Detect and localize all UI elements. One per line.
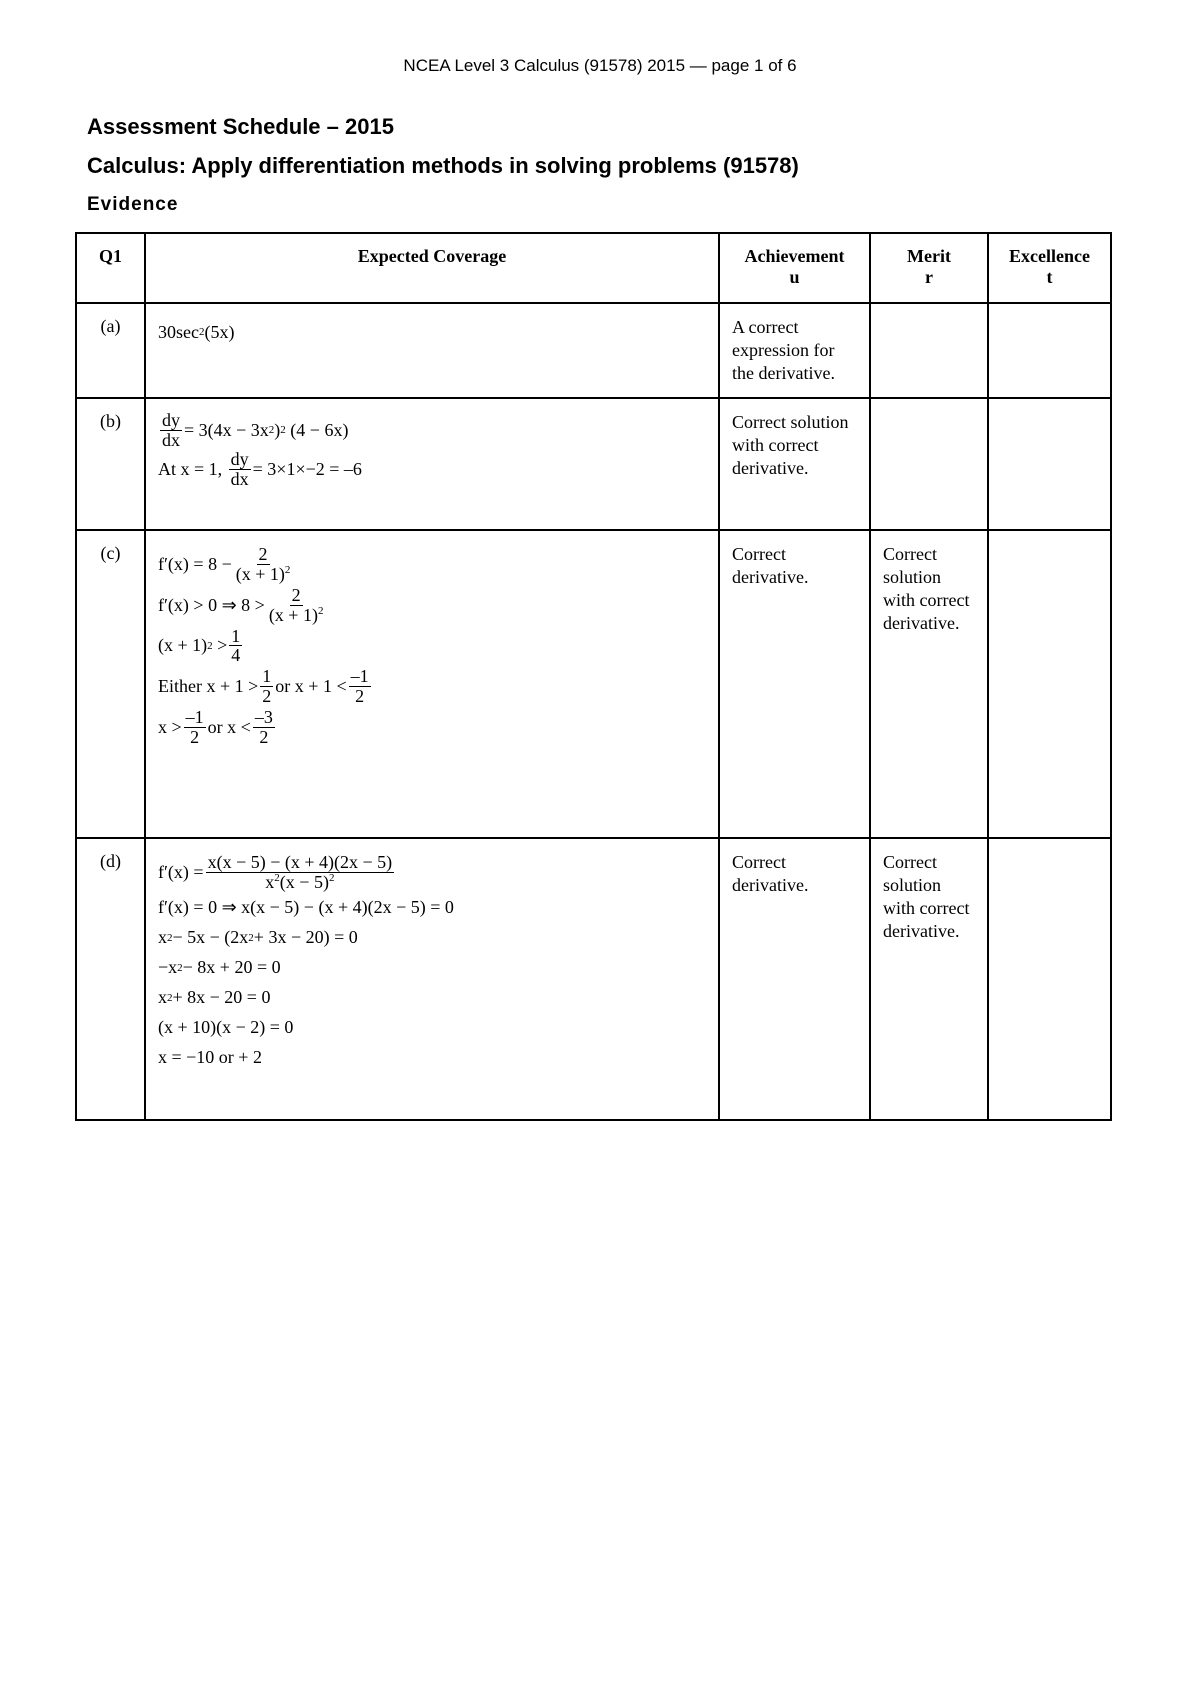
excellence-cell bbox=[988, 838, 1111, 1120]
achievement-cell: A correct expression for the derivative. bbox=[719, 303, 870, 398]
math-line: 30sec 2 (5x) bbox=[158, 321, 235, 342]
section-heading: Evidence bbox=[87, 194, 179, 215]
table-header-row bbox=[76, 233, 1111, 303]
coverage-cell bbox=[145, 303, 719, 398]
header-merit-label: Merit bbox=[907, 246, 951, 266]
question-label: (b) bbox=[76, 398, 145, 530]
excellence-cell bbox=[988, 303, 1111, 398]
header-achievement-sub: u bbox=[789, 267, 800, 287]
math-line: (x + 10)(x − 2) = 0 bbox=[158, 1017, 294, 1038]
coverage-cell bbox=[145, 530, 719, 838]
math-line: f′(x) = 8 − $\frac{2}{(x + 1)^2}$ bbox=[158, 544, 291, 584]
coverage-cell bbox=[145, 838, 719, 1120]
header-q: Q1 bbox=[76, 233, 145, 303]
math-line: f′(x) = $\frac{x(x - 5) - (x + 4)(2x - 5)}{x^2(x - 5)^2}$ bbox=[158, 852, 393, 892]
math-line: $\frac{dy}{dx}$ = 3(4x − 3x 2 ) 2 (4 − 6x) bbox=[162, 410, 349, 450]
header-excellence-label: Excellence bbox=[1009, 246, 1090, 266]
table-row bbox=[76, 303, 1111, 398]
math-line: At x = 1, $\frac{dy}{dx}$ = 3×1×−2 = –6 bbox=[158, 448, 362, 489]
table-row bbox=[76, 838, 1111, 1120]
coverage-cell bbox=[145, 398, 719, 530]
math-line: x 2 + 8x − 20 = 0 bbox=[158, 987, 271, 1008]
header-merit-sub: r bbox=[925, 267, 933, 287]
math-line: f′(x) = 0 ⇒ x(x − 5) − (x + 4)(2x − 5) = 0 bbox=[158, 897, 454, 918]
document-title: Assessment Schedule – 2015 bbox=[87, 114, 394, 139]
excellence-cell bbox=[988, 530, 1111, 838]
question-label: (d) bbox=[76, 838, 145, 1120]
page-header: NCEA Level 3 Calculus (91578) 2015 — page 1 of 6 bbox=[403, 56, 797, 75]
header-excellence-sub: t bbox=[1046, 267, 1053, 287]
header-achievement-label: Achievement bbox=[744, 246, 845, 266]
document-subtitle: Calculus: Apply differentiation methods in solving problems (91578) bbox=[87, 153, 799, 178]
header-achievement bbox=[719, 233, 870, 303]
achievement-cell: Correct solution with correct derivative. bbox=[719, 398, 870, 530]
math-line: x = −10 or + 2 bbox=[158, 1047, 262, 1068]
merit-cell: Correct solution with correct derivative. bbox=[870, 530, 988, 838]
header-merit bbox=[870, 233, 988, 303]
table-row bbox=[76, 398, 1111, 530]
math-line: (x + 1) 2 > $\frac{1}{4}$ bbox=[158, 625, 241, 666]
achievement-cell: Correct derivative. bbox=[719, 530, 870, 838]
math-line: Either x + 1 > $\frac{1}{2}$ or x + 1 < $\frac{-1}{2}$ bbox=[158, 666, 369, 707]
merit-cell bbox=[870, 303, 988, 398]
question-label: (a) bbox=[76, 303, 145, 398]
achievement-cell: Correct derivative. bbox=[719, 838, 870, 1120]
assessment-table bbox=[75, 232, 1112, 1121]
merit-cell: Correct solution with correct derivative. bbox=[870, 838, 988, 1120]
header-coverage: Expected Coverage bbox=[145, 233, 719, 303]
excellence-cell bbox=[988, 398, 1111, 530]
math-line: f′(x) > 0 ⇒ 8 > $\frac{2}{(x + 1)^2}$ bbox=[158, 584, 324, 625]
table-row bbox=[76, 530, 1111, 838]
question-label: (c) bbox=[76, 530, 145, 838]
math-line: x 2 − 5x − (2x 2 + 3x − 20) = 0 bbox=[158, 927, 358, 948]
header-excellence bbox=[988, 233, 1111, 303]
math-line: −x 2 − 8x + 20 = 0 bbox=[158, 957, 281, 978]
math-line: x > $\frac{-1}{2}$ or x < $\frac{-3}{2}$ bbox=[158, 707, 273, 748]
merit-cell bbox=[870, 398, 988, 530]
